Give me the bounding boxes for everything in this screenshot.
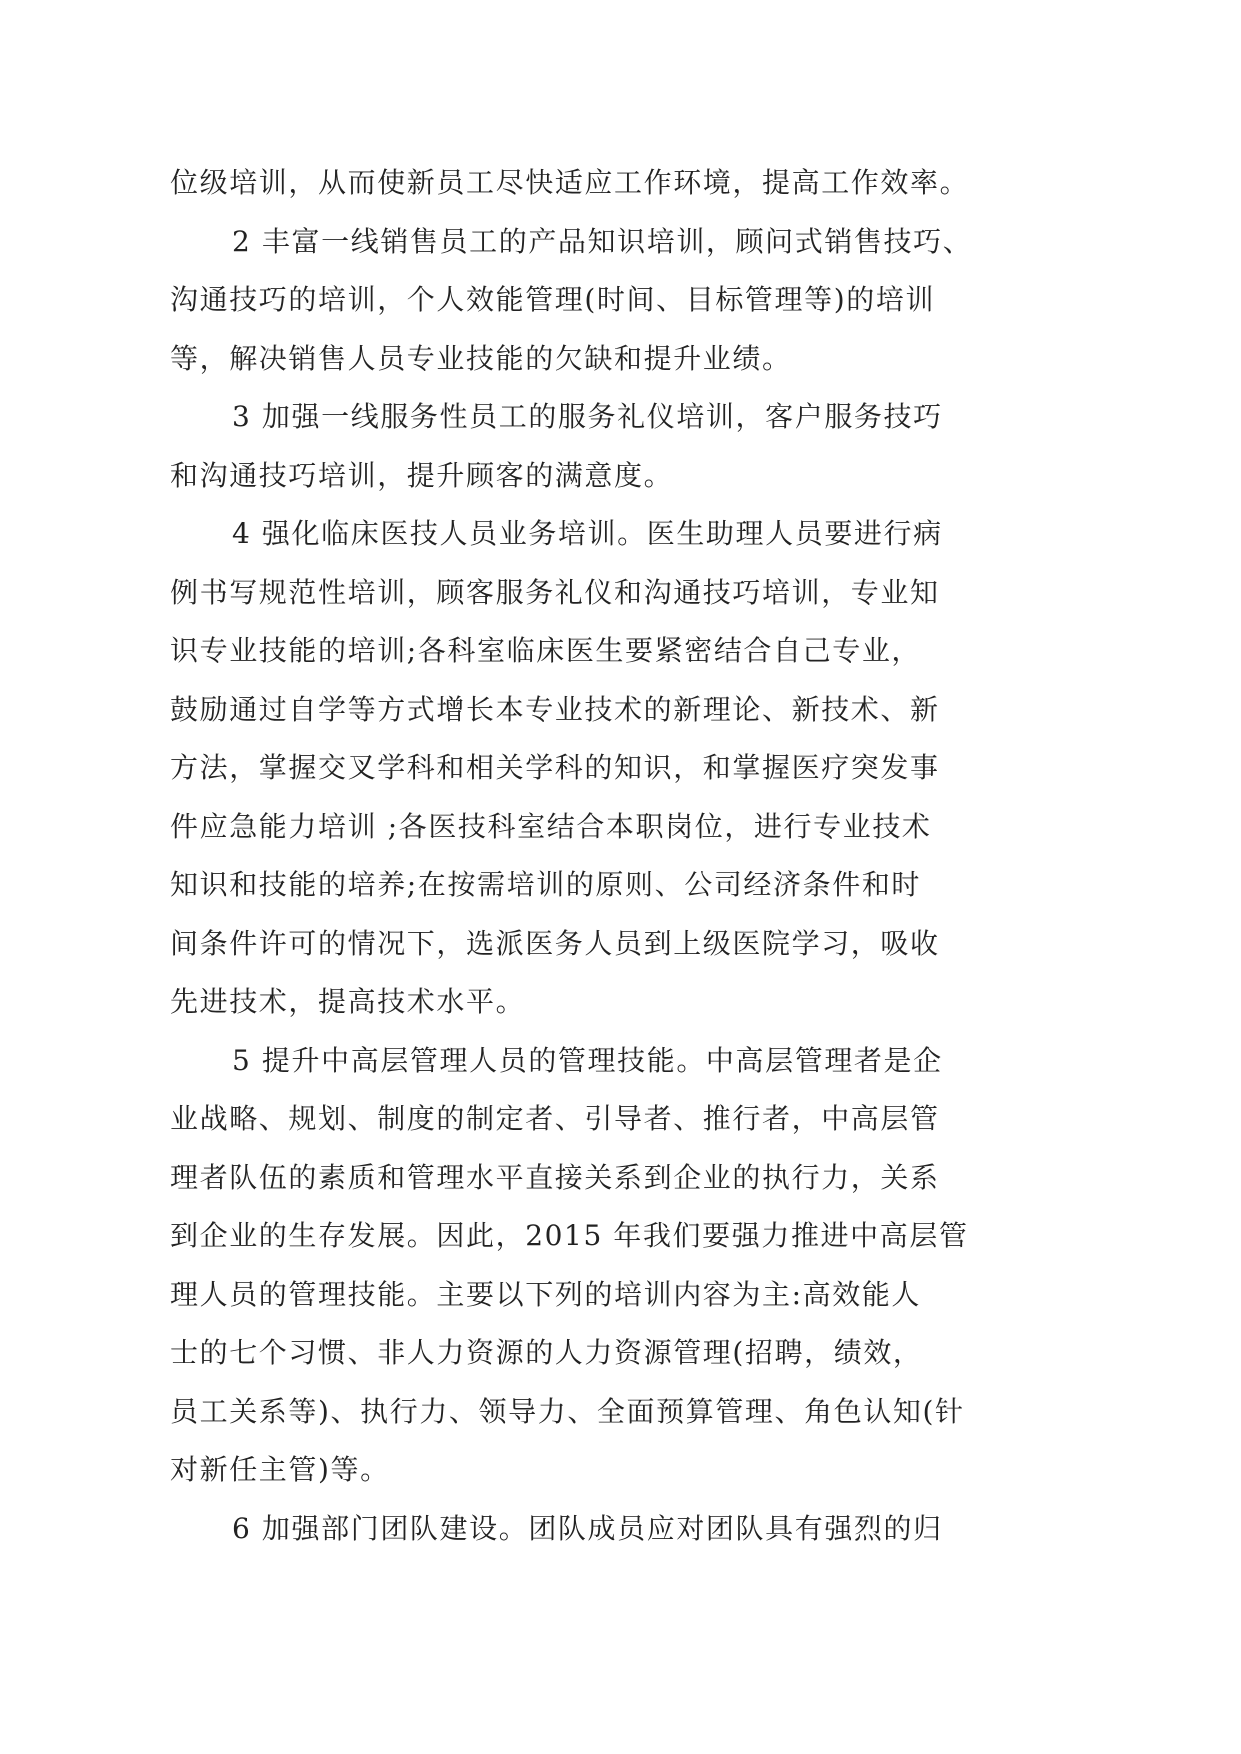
text-line: 等，解决销售人员专业技能的欠缺和提升业绩。 (170, 341, 792, 375)
text-line: 位级培训，从而使新员工尽快适应工作环境，提高工作效率。 (170, 166, 970, 199)
text-line: 鼓励通过自学等方式增长本专业技术的新理论、新技术、新 (170, 692, 940, 726)
text-line: 理者队伍的素质和管理水平直接关系到企业的执行力，关系 (170, 1160, 940, 1194)
text-line: 6 加强部门团队建设。团队成员应对团队具有强烈的归 (232, 1511, 943, 1545)
paragraph (170, 213, 1170, 389)
text-line: 先进技术，提高技术水平。 (170, 985, 526, 1018)
text-line: 3 加强一线服务性员工的服务礼仪培训，客户服务技巧 (232, 400, 943, 433)
text-line: 4 强化临床医技人员业务培训。医生助理人员要进行病 (232, 517, 943, 550)
text-line: 对新任主管)等。 (170, 1453, 390, 1486)
text-line: 间条件许可的情况下，选派医务人员到上级医院学习，吸收 (170, 926, 940, 960)
text-line: 知识和技能的培养;在按需培训的原则、公司经济条件和时 (170, 868, 922, 901)
paragraph (170, 388, 1170, 505)
text-line: 沟通技巧的培训，个人效能管理(时间、目标管理等)的培训 (170, 283, 936, 316)
paragraph (170, 154, 1170, 213)
text-line: 识专业技能的培训;各科室临床医生要紧密结合自己专业， (170, 634, 922, 667)
text-line: 2 丰富一线销售员工的产品知识培训，顾问式销售技巧、 (232, 224, 973, 258)
text-line: 和沟通技巧培训，提升顾客的满意度。 (170, 458, 674, 492)
text-line: 理人员的管理技能。主要以下列的培训内容为主:高效能人 (170, 1277, 922, 1311)
text-line: 件应急能力培训 ;各医技科室结合本职岗位，进行专业技术 (170, 809, 932, 843)
paragraph (170, 1032, 1170, 1500)
text-line: 5 提升中高层管理人员的管理技能。中高层管理者是企 (232, 1043, 943, 1077)
text-line: 员工关系等)、执行力、领导力、全面预算管理、角色认知(针 (170, 1394, 965, 1428)
document-body (170, 154, 1170, 1558)
text-line: 到企业的生存发展。因此，2015 年我们要强力推进中高层管 (170, 1219, 969, 1252)
paragraph (170, 1500, 1170, 1559)
text-line: 业战略、规划、制度的制定者、引导者、推行者，中高层管 (170, 1102, 940, 1135)
text-line: 士的七个习惯、非人力资源的人力资源管理(招聘，绩效， (170, 1336, 923, 1369)
paragraph (170, 505, 1170, 1032)
text-line: 例书写规范性培训，顾客服务礼仪和沟通技巧培训，专业知 (170, 575, 940, 609)
text-line: 方法，掌握交叉学科和相关学科的知识，和掌握医疗突发事 (170, 751, 940, 784)
